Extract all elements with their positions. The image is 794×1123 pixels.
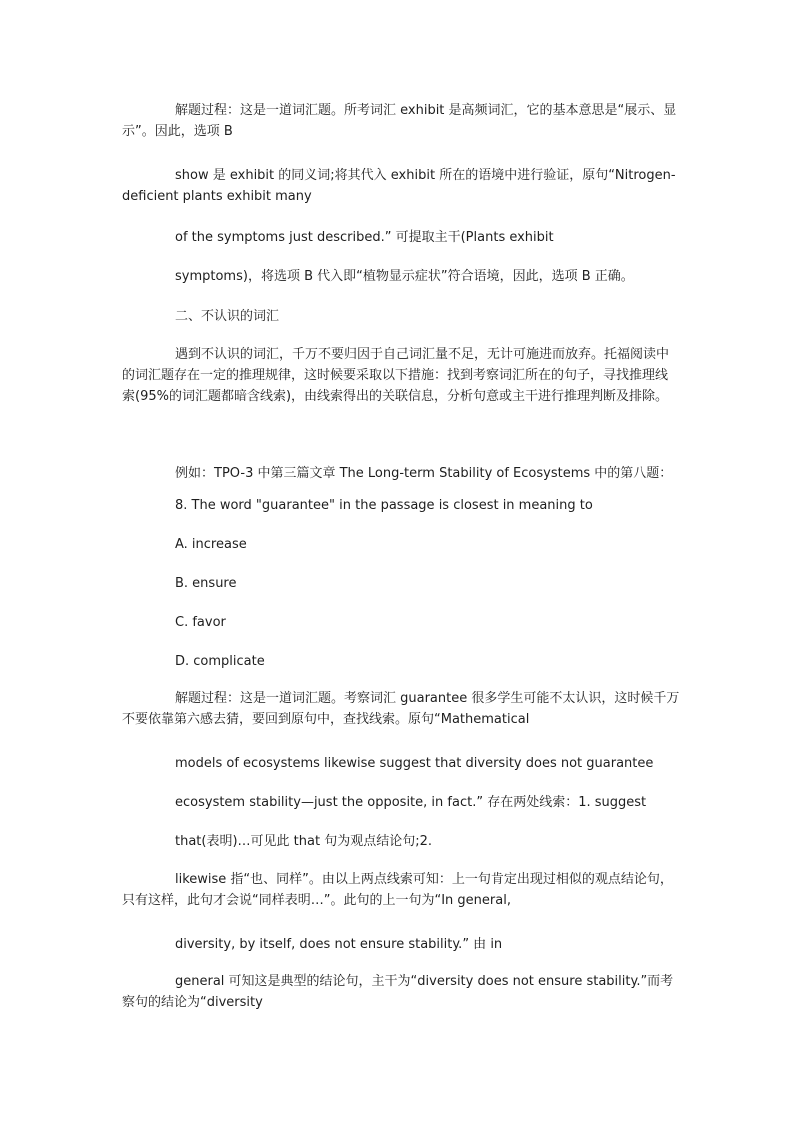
paragraph-answer-explanation-2: 解题过程：这是一道词汇题。考察词汇 guarantee 很多学生可能不太认识，这时候千万不要依靠第六感去猜，要回到原句中，查找线索。原句“Mathematical [122, 691, 680, 727]
paragraph-show-synonym: show 是 exhibit 的同义词;将其代入 exhibit 所在的语境中进行验证，原句“Nitrogen-deficient plants exhibit many [122, 168, 676, 204]
paragraph-diversity-by-itself: diversity, by itself, does not ensure stability.” 由 in [175, 937, 503, 952]
paragraph-answer-explanation-1: 解题过程：这是一道词汇题。所考词汇 exhibit 是高频词汇，它的基本意思是“展示、显示”。因此，选项 B [122, 103, 677, 139]
paragraph-that-clause: that(表明)…可见此 that 句为观点结论句;2. [175, 834, 432, 849]
paragraph-example-intro: 例如：TPO-3 中第三篇文章 The Long-term Stability of Ecosystems 中的第八题： [175, 466, 673, 481]
paragraph-ecosystem-stability: ecosystem stability—just the opposite, in fact.” 存在两处线索：1. suggest [175, 795, 647, 810]
section-heading-unknown-words: 二、不认识的词汇 [175, 309, 280, 324]
option-c: C. favor [175, 615, 226, 630]
paragraph-in-general-conclusion: general 可知这是典型的结论句，主干为“diversity does not ensure stability.”而考察句的结论为“diversity [122, 974, 674, 1010]
paragraph-mathematical-models: models of ecosystems likewise suggest that diversity does not guarantee [175, 756, 654, 771]
option-b: B. ensure [175, 576, 237, 591]
option-d: D. complicate [175, 654, 265, 669]
paragraph-original-sentence: of the symptoms just described.” 可提取主干(Plants exhibit [175, 230, 554, 245]
paragraph-option-b-correct: symptoms)，将选项 B 代入即“植物显示症状”符合语境，因此，选项 B 正确。 [175, 269, 634, 284]
question-stem: 8. The word "guarantee" in the passage is closest in meaning to [175, 498, 593, 513]
paragraph-likewise: likewise 指“也、同样”。由以上两点线索可知：上一句肯定出现过相似的观点结论句，只有这样，此句才会说“同样表明…”。此句的上一句为“In general, [122, 872, 673, 908]
option-a: A. increase [175, 537, 247, 552]
paragraph-strategy: 遇到不认识的词汇，千万不要归因于自己词汇量不足，无计可施进而放弃。托福阅读中的词汇题存在一定的推理规律，这时候要采取以下措施：找到考察词汇所在的句子，寻找推理线索(95%的词汇题都暗含线索)，由线索得出的关联信息，分析句意或主干进行推理判断及排除。 [122, 347, 670, 404]
